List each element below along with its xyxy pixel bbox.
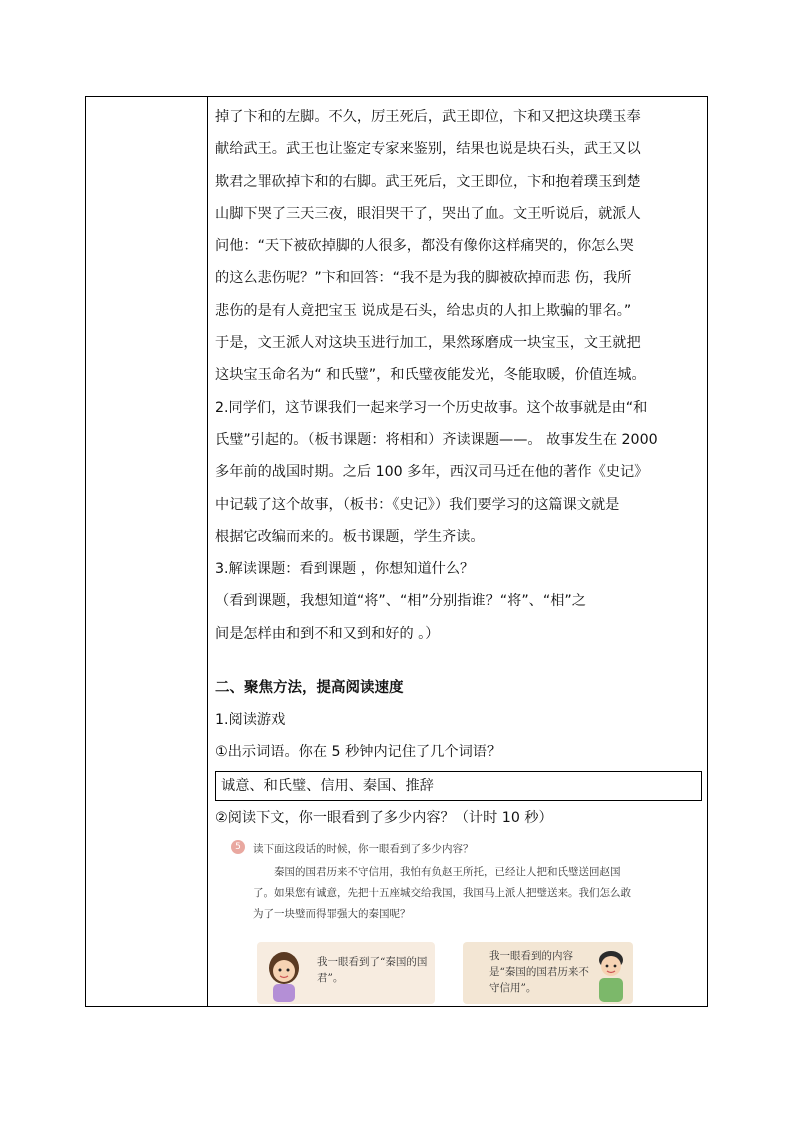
text-line: 山脚下哭了三天三夜，眼泪哭干了，哭出了血。文王听说后，就派人 (215, 205, 641, 222)
column-divider (207, 97, 208, 1006)
text-line: 悲伤的是有人竟把宝玉 说成是石头，给忠贞的人扣上欺骗的罪名。” (215, 302, 632, 319)
lesson-content (215, 101, 701, 1008)
text-line: 多年前的战国时期。之后 100 多年，西汉司马迁在他的著作《史记》 (215, 464, 649, 481)
text-line: 掉了卞和的左脚。不久，厉王死后，武王即位，卞和又把这块璞玉奉 (215, 109, 641, 125)
boy-icon (591, 946, 631, 1002)
text-line: 根据它改编而来的。板书课题，学生齐读。 (215, 528, 485, 545)
paragraph-lines (215, 101, 701, 650)
speech-bubble-girl (257, 942, 435, 1004)
text-line: 3.解读课题：看到课题 ，你想知道什么？ (215, 561, 475, 578)
sub-line-words-prompt: ①出示词语。你在 5 秒钟内记住了几个词语？ (215, 744, 502, 761)
text-line: 间是怎样由和到不和又到和好的 。） (215, 625, 440, 642)
text-line: 2.同学们，这节课我们一起来学习一个历史故事。这个故事就是由“和 (215, 399, 648, 416)
text-line: 问他：“天下被砍掉脚的人很多，都没有像你这样痛哭的，你怎么哭 (215, 238, 634, 255)
sub-line-game: 1.阅读游戏 (215, 712, 286, 729)
text-line: 这块宝玉命名为“ 和氏璧”，和氏璧夜能发光，冬能取暖，价值连城。 (215, 367, 646, 384)
girl-icon (261, 948, 307, 1002)
text-line: 于是，文王派人对这块玉进行加工，果然琢磨成一块宝玉，文王就把 (215, 335, 641, 352)
text-line: 的这么悲伤呢？”卞和回答：“我不是为我的脚被砍掉而悲 伤，我所 (215, 270, 632, 287)
speech-bubble-boy (463, 942, 633, 1004)
bubble-right-text: 我一眼看到的内容是“秦国的国君历来不守信用”。 (489, 949, 589, 994)
figure-passage: 秦国的国君历来不守信用，我怕有负赵王所托，已经让人把和氏璧送回赵国了。如果您有诚意，先把十五座城交给我国，我国马上派人把璧送来。我们怎么敢为了一块璧而得罪强大的秦国呢？ (253, 865, 631, 920)
text-line: 欺君之罪砍掉卞和的右脚。武王死后，文王即位，卞和抱着璞玉到楚 (215, 173, 641, 190)
section-heading: 二、聚焦方法，提高阅读速度 (215, 680, 404, 697)
text-line: 献给武王。武王也让鉴定专家来鉴别，结果也说是块石头，武王又以 (215, 141, 641, 158)
figure-number-badge: 5 (231, 840, 245, 854)
textbook-figure (227, 838, 637, 1008)
text-line: （看到课题，我想知道“将”、“相”分别指谁？“将”、“相”之 (215, 593, 586, 610)
text-line: 氏璧”引起的。（板书课题：将相和）齐读课题——。 故事发生在 2000 (215, 431, 658, 448)
word-box: 诚意、和氏璧、信用、秦国、推辞 (215, 771, 702, 801)
bubble-left-text: 我一眼看到了“秦国的国君”。 (317, 955, 428, 984)
lesson-table (85, 96, 708, 1007)
reading-prompt: ②阅读下文，你一眼看到了多少内容？（计时 10 秒） (215, 809, 553, 826)
figure-question: 读下面这段话的时候，你一眼看到了多少内容？ (253, 842, 474, 855)
text-line: 中记载了这个故事，（板书：《史记》）我们要学习的这篇课文就是 (215, 496, 620, 513)
